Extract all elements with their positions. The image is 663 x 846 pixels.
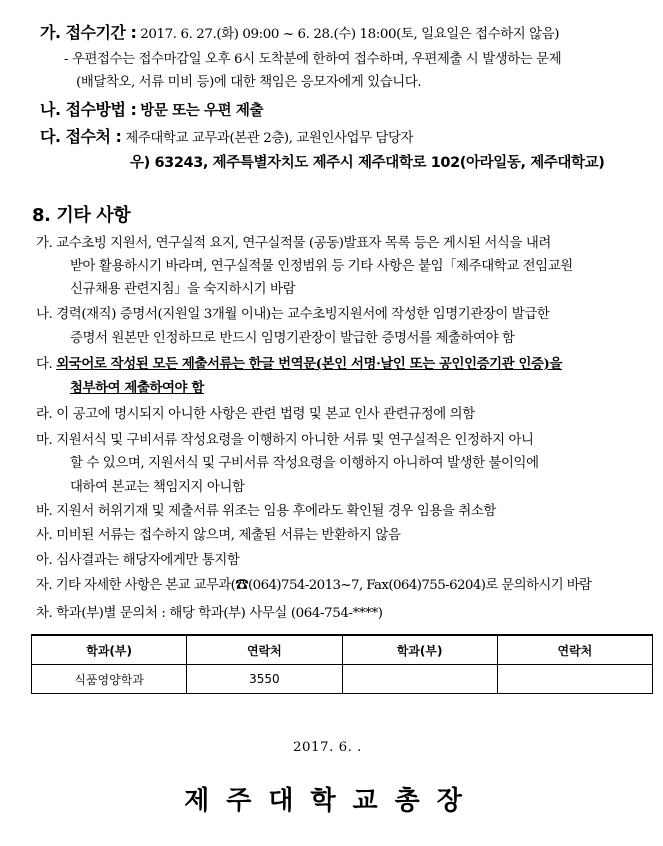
table-cell-dept-2 [342, 665, 497, 694]
receipt-method-value: 방문 또는 우편 제출 [140, 103, 264, 119]
item-ga-line2: 받아 활용하시기 바라며, 연구실적물 인정범위 등 기타 사항은 붙임「제주대학교 전임교원 [70, 259, 573, 274]
header-contact-1: 연락처 [187, 635, 342, 665]
receipt-period-value: 2017. 6. 27.(화) 09:00 ~ 6. 28.(수) 18:00(토, 일요일은 접수하지 않음) [140, 27, 560, 42]
header-dept-1: 학과(부) [32, 635, 187, 665]
item-ra: 라. 이 공고에 명시되지 아니한 사항은 관련 법령 및 본교 인사 관련규정에 의함 [36, 407, 475, 422]
item-cha: 차. 학과(부)별 문의처 : 해당 학과(부) 사무실 (064-754-****) [36, 606, 383, 621]
receipt-period [40, 20, 559, 43]
item-ma-line3: 대하여 본교는 책임지지 아니함 [70, 480, 245, 495]
table-cell-contact-1: 3550 [187, 665, 342, 694]
table-header-row [32, 635, 653, 665]
item-da-line1 [36, 353, 562, 372]
receipt-method-label: 나. 접수방법 : [40, 100, 137, 119]
item-da-prefix: 다. [36, 357, 53, 372]
table-row [32, 665, 653, 694]
item-ba: 바. 지원서 허위기재 및 제출서류 위조는 임용 후에라도 확인될 경우 임용을 취소함 [36, 504, 496, 519]
item-ga-line3: 신규채용 관련지침」을 숙지하시기 바람 [70, 282, 296, 297]
table-cell-dept-1: 식품영양학과 [32, 665, 187, 694]
contacts-table [31, 634, 653, 694]
item-ma-line2: 할 수 있으며, 지원서식 및 구비서류 작성요령을 이행하지 아니하여 발생한 불이익에 [70, 456, 539, 471]
item-da-line2: 첨부하여 제출하여야 함 [70, 380, 204, 396]
item-ja: 자. 기타 자세한 사항은 본교 교무과(☎(064)754-2013~7, Fax(064)755-6204)로 문의하시기 바람 [36, 578, 592, 593]
header-dept-2: 학과(부) [342, 635, 497, 665]
table-cell-contact-2 [497, 665, 652, 694]
receipt-place [40, 124, 413, 147]
receipt-note-line1: - 우편접수는 접수마감일 오후 6시 도착분에 한하여 접수하며, 우편제출 시 발생하는 문제 [64, 52, 562, 67]
receipt-address: 우) 63243, 제주특별자치도 제주시 제주대학로 102(아라일동, 제주대학교) [130, 155, 605, 171]
receipt-period-label: 가. 접수기간 : [40, 23, 137, 42]
receipt-place-label: 다. 접수처 : [40, 127, 122, 146]
item-na-line2: 증명서 원본만 인정하므로 반드시 임명기관장이 발급한 증명서를 제출하여야 함 [70, 331, 515, 346]
item-ga-line1: 가. 교수초빙 지원서, 연구실적 요지, 연구실적물 (공동)발표자 목록 등은 게시된 서식을 내려 [36, 236, 551, 251]
issuer-signature: 제주대학교총장 [184, 786, 479, 816]
receipt-method [40, 97, 263, 120]
receipt-place-value: 제주대학교 교무과(본관 2층), 교원인사업무 담당자 [125, 131, 414, 146]
receipt-note-line2: (배달착오, 서류 미비 등)에 대한 책임은 응모자에게 있습니다. [76, 75, 422, 90]
section8-title: 8. 기타 사항 [32, 205, 131, 226]
item-ma-line1: 마. 지원서식 및 구비서류 작성요령을 이행하지 아니한 서류 및 연구실적은 인정하지 아니 [36, 433, 534, 448]
item-na-line1: 나. 경력(재직) 증명서(지원일 3개월 이내)는 교수초빙지원서에 작성한 임명기관장이 발급한 [36, 307, 550, 322]
announcement-date: 2017. 6. . [293, 740, 362, 755]
item-sa: 사. 미비된 서류는 접수하지 않으며, 제출된 서류는 반환하지 않음 [36, 528, 401, 543]
header-contact-2: 연락처 [497, 635, 652, 665]
item-a: 아. 심사결과는 해당자에게만 통지함 [36, 553, 240, 568]
item-da-text1: 외국어로 작성된 모든 제출서류는 한글 번역문(본인 서명·날인 또는 공인인증기관 인증)을 [56, 356, 563, 372]
